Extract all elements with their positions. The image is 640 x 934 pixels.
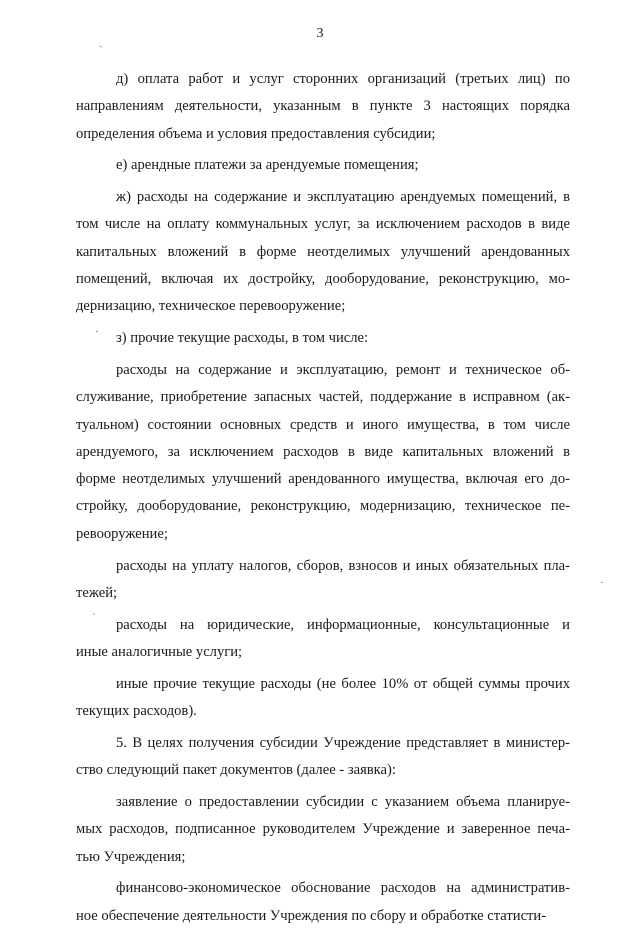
text-line: капитальных вложений в форме неотделимых улучшений арендованных [76,243,570,260]
paragraph-p-z1 [76,357,570,548]
paragraph-p-d [76,66,570,148]
paragraph-p-z3 [76,612,570,667]
paragraph-p-e [76,152,570,179]
text-line: з) прочие текущие расходы, в том числе: [116,330,369,347]
text-line: ревооружение; [76,525,168,542]
paragraph-p-5 [76,730,570,785]
text-line: ство следующий пакет документов (далее - заявка): [76,762,396,779]
text-line: направлениям деятельности, указанным в пункте 3 настоящих порядка [76,98,570,115]
text-line: заявление о предоставлении субсидии с указанием объема планируе- [116,793,570,810]
scan-speck: · [600,577,604,589]
document-body [76,66,570,934]
text-line: финансово-экономическое обоснование расходов на административ- [116,880,570,897]
paragraph-p-5b [76,875,570,930]
paragraph-p-z4 [76,671,570,726]
text-line: форме неотделимых улучшений арендованного имущества, включая его до- [76,471,570,488]
text-line: служивание, приобретение запасных частей, поддержание в исправном (ак- [76,389,570,406]
text-line: е) арендные платежи за арендуемые помещения; [116,157,419,174]
text-line: иные прочие текущие расходы (не более 10% от общей суммы прочих [116,675,570,692]
text-line: том числе на оплату коммунальных услуг, за исключением расходов в виде [76,216,570,233]
text-line: помещений, включая их достройку, дооборудование, реконструкцию, мо- [76,271,570,288]
text-line: тежей; [76,584,118,601]
text-line: ное обеспечение деятельности Учреждения по сбору и обработке статисти- [76,907,547,924]
text-line: мых расходов, подписанное руководителем Учреждение и заверенное печа- [76,821,570,838]
text-line: расходы на юридические, информационные, консультационные и [116,616,570,633]
text-line: д) оплата работ и услуг сторонних организаций (третьих лиц) по [116,71,570,87]
scan-speck: ˎ [99,36,103,48]
text-line: определения объема и условия предоставления субсидии; [76,125,436,142]
paragraph-p-z2 [76,553,570,608]
text-line: стройку, дооборудование, реконструкцию, модернизацию, техническое пе- [76,498,570,515]
paragraph-p-z [76,325,570,352]
text-line: дернизацию, техническое перевооружение; [76,298,346,315]
paragraph-p-zh [76,184,570,320]
text-line: арендуемого, за исключением расходов в виде капитальных вложений в [76,443,570,460]
text-line: расходы на содержание и эксплуатацию, ремонт и техническое об- [116,361,570,378]
scan-speck: · [95,326,99,338]
text-line: 5. В целях получения субсидии Учреждение представляет в министер- [116,734,570,751]
text-line: текущих расходов). [76,703,197,720]
text-line: туальном) состоянии основных средств и иного имущества, в том числе [76,416,570,433]
page-number: 3 [316,26,324,41]
scan-speck: ˋ [92,612,96,624]
text-line: иные аналогичные услуги; [76,643,243,660]
text-line: расходы на уплату налогов, сборов, взносов и иных обязательных пла- [116,557,570,574]
text-line: тью Учреждения; [76,848,186,865]
text-line: ж) расходы на содержание и эксплуатацию арендуемых помещений, в [116,189,570,206]
paragraph-p-5a [76,789,570,871]
